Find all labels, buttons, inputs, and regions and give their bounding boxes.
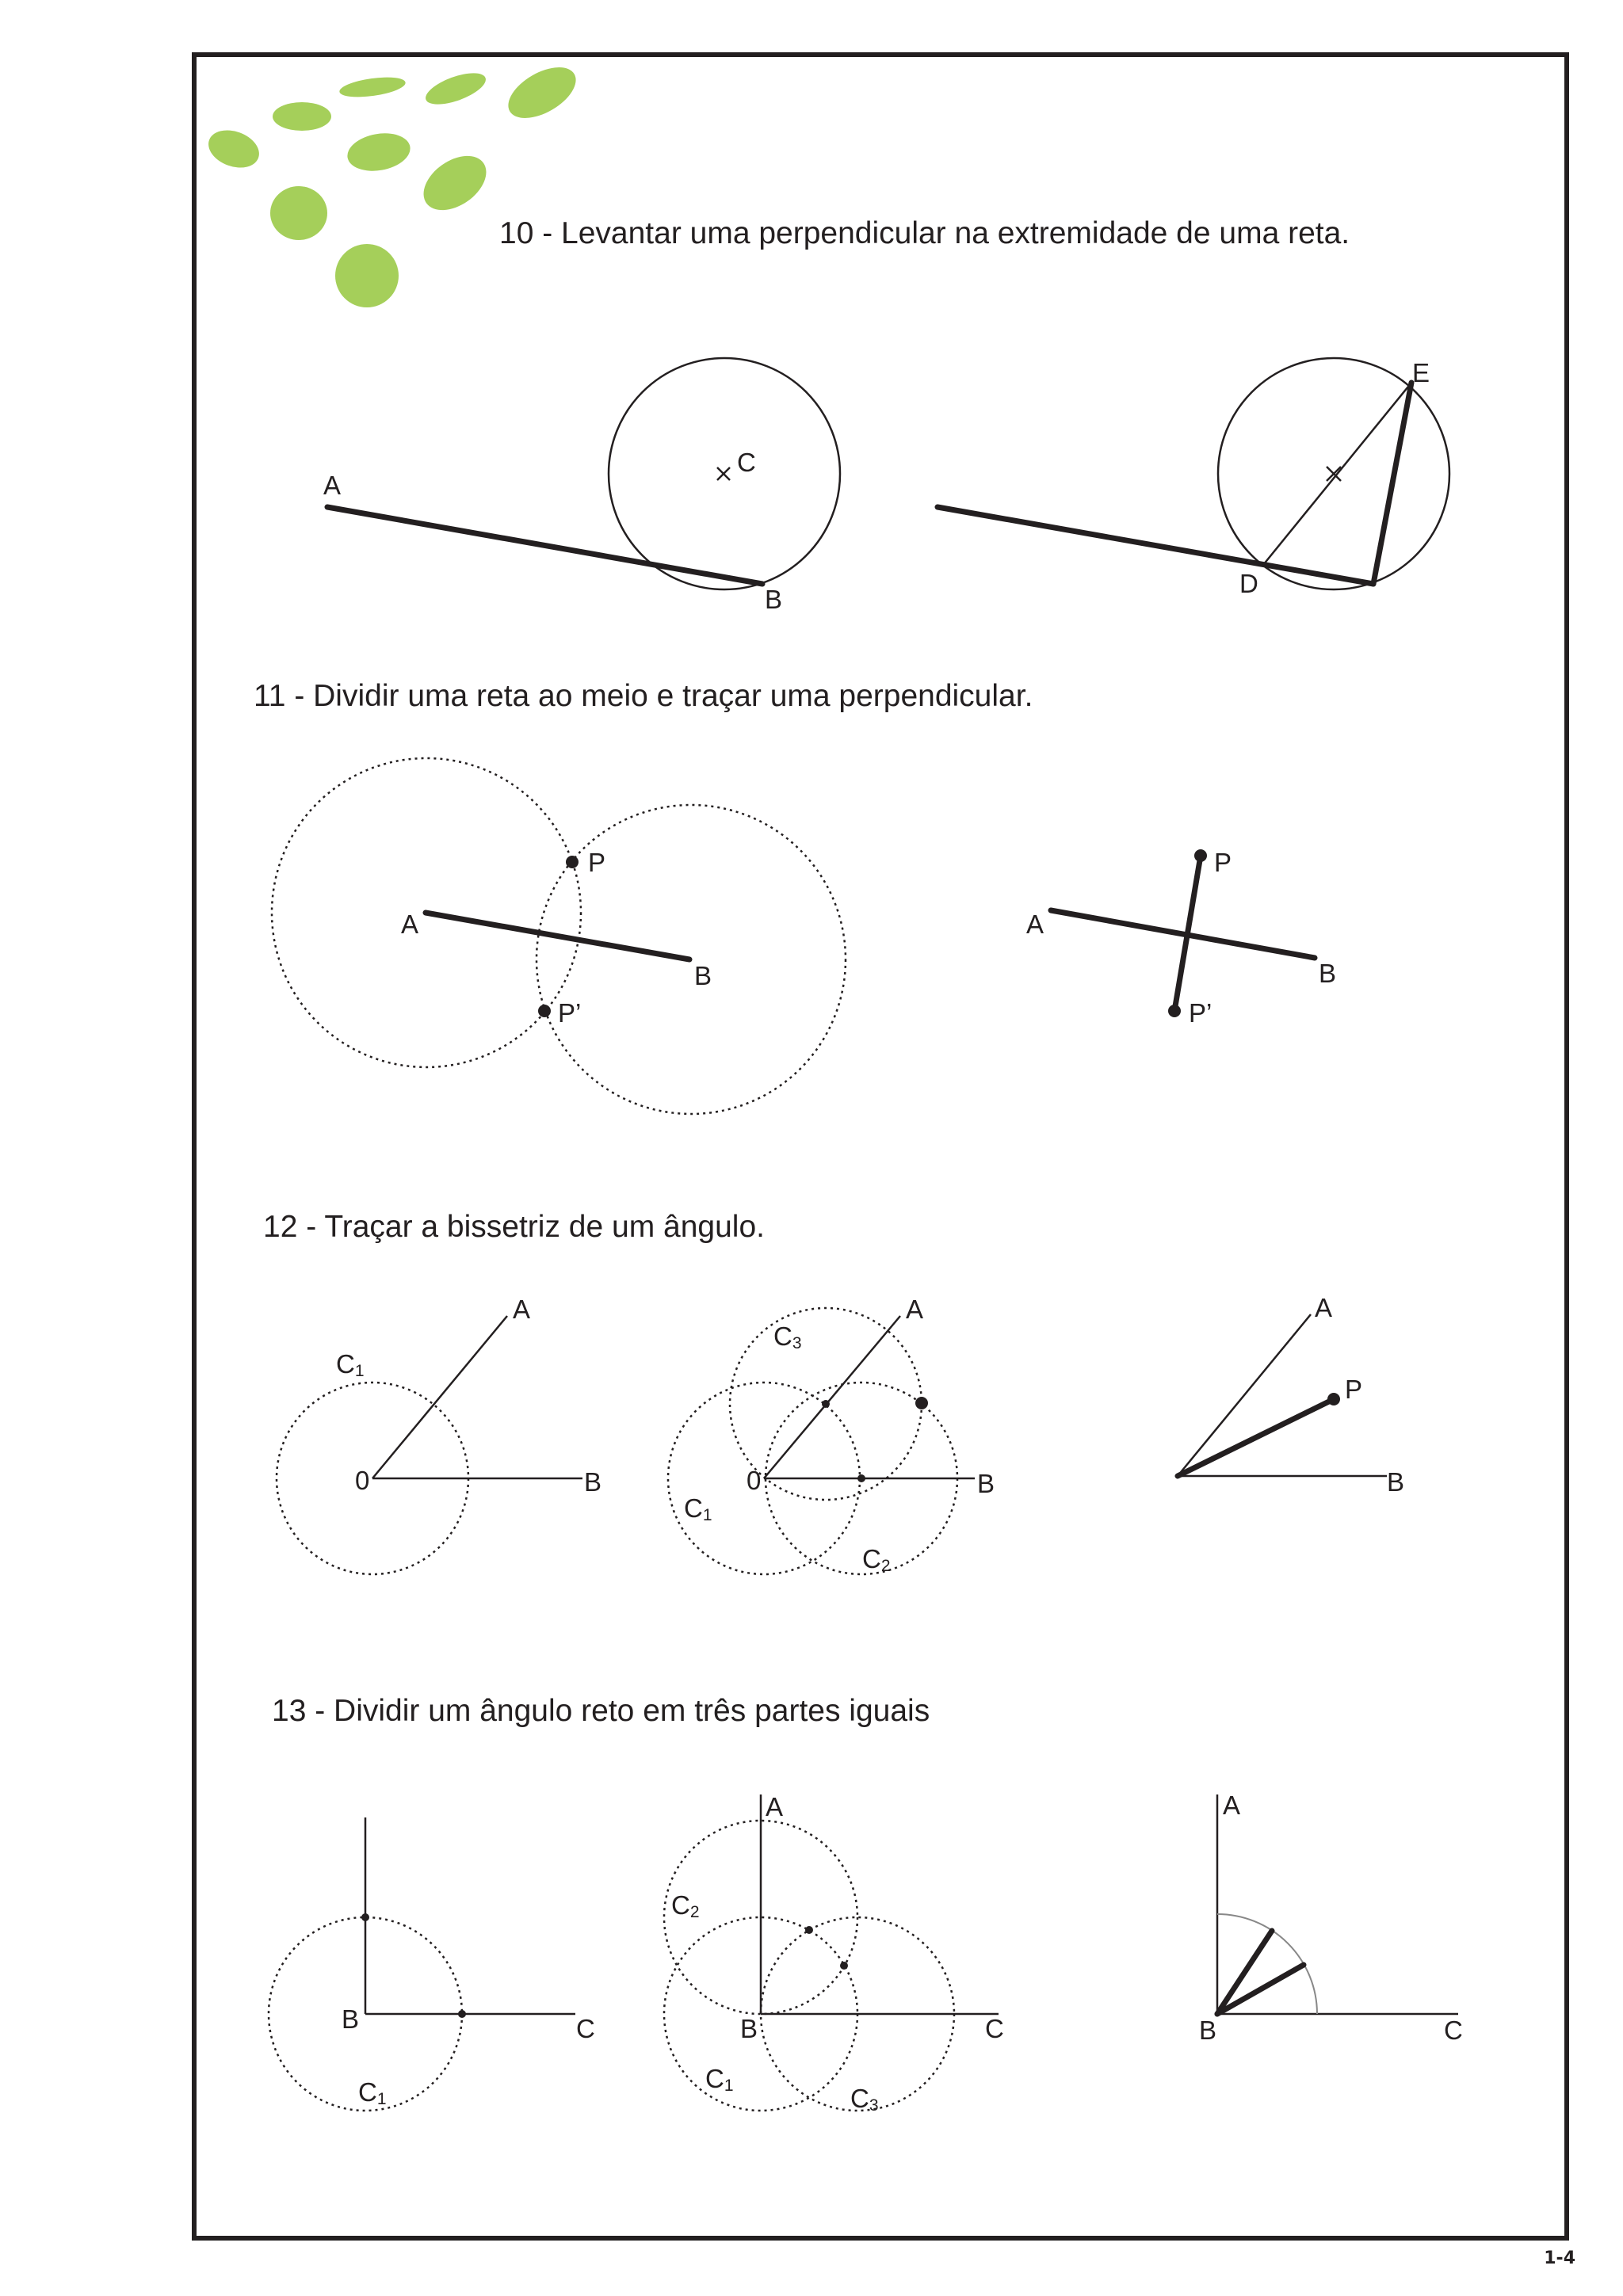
figure-13-step-3: [1199, 1791, 1463, 2045]
label-A: A: [323, 471, 342, 500]
label-A: A: [513, 1295, 531, 1324]
label-P-prime: P’: [1189, 998, 1212, 1028]
label-A: A: [766, 1792, 784, 1821]
label-A: A: [1223, 1791, 1241, 1820]
label-C1: C1: [684, 1493, 712, 1524]
label-A: A: [906, 1295, 924, 1324]
label-B: B: [765, 585, 783, 614]
label-C3: C3: [850, 2084, 879, 2115]
figure-12-step-1: [277, 1295, 601, 1574]
label-C1: C1: [358, 2077, 387, 2108]
label-B: B: [584, 1467, 602, 1497]
heading-10: 10 - Levantar uma perpendicular na extremidade de uma reta.: [499, 216, 1350, 250]
label-B: B: [342, 2004, 360, 2034]
label-C2: C2: [862, 1544, 891, 1575]
heading-13: 13 - Dividir um ângulo reto em três partes iguais: [272, 1694, 930, 1728]
figure-13-step-1: [269, 1817, 595, 2111]
label-B: B: [740, 2014, 758, 2043]
label-C3: C3: [773, 1322, 802, 1352]
page-number: 1-4: [1544, 2248, 1575, 2268]
label-C: C: [985, 2014, 1004, 2043]
label-B: B: [1319, 959, 1337, 988]
heading-11: 11 - Dividir uma reta ao meio e traçar uma perpendicular.: [254, 679, 1033, 713]
heading-12: 12 - Traçar a bissetriz de um ângulo.: [263, 1210, 765, 1244]
figure-10-step-1: [323, 358, 840, 614]
figure-10-step-2: [938, 358, 1449, 598]
label-C: C: [576, 2014, 595, 2043]
label-C: C: [1444, 2016, 1463, 2045]
label-B: B: [1387, 1467, 1405, 1497]
label-0: 0: [355, 1466, 370, 1495]
label-D: D: [1239, 569, 1258, 598]
label-A: A: [401, 910, 419, 939]
label-B: B: [694, 961, 712, 990]
label-B: B: [977, 1469, 995, 1498]
label-P: P: [1214, 848, 1232, 877]
figure-13-step-2: [664, 1792, 1004, 2115]
figure-11-step-1: [272, 758, 846, 1114]
leaf-decoration: [203, 57, 584, 307]
figure-11-step-2: [1026, 848, 1336, 1028]
label-0: 0: [747, 1466, 762, 1495]
label-A: A: [1026, 910, 1044, 939]
label-C: C: [737, 448, 756, 477]
label-C2: C2: [671, 1890, 700, 1921]
label-P: P: [1345, 1375, 1363, 1404]
label-C1: C1: [336, 1349, 365, 1380]
label-B: B: [1199, 2016, 1217, 2045]
label-P-prime: P’: [558, 998, 582, 1028]
label-P: P: [588, 848, 606, 877]
figure-12-step-2: [668, 1295, 995, 1575]
label-E: E: [1412, 358, 1430, 387]
label-C1: C1: [705, 2064, 734, 2095]
figure-12-step-3: [1178, 1293, 1404, 1497]
label-A: A: [1315, 1293, 1333, 1322]
